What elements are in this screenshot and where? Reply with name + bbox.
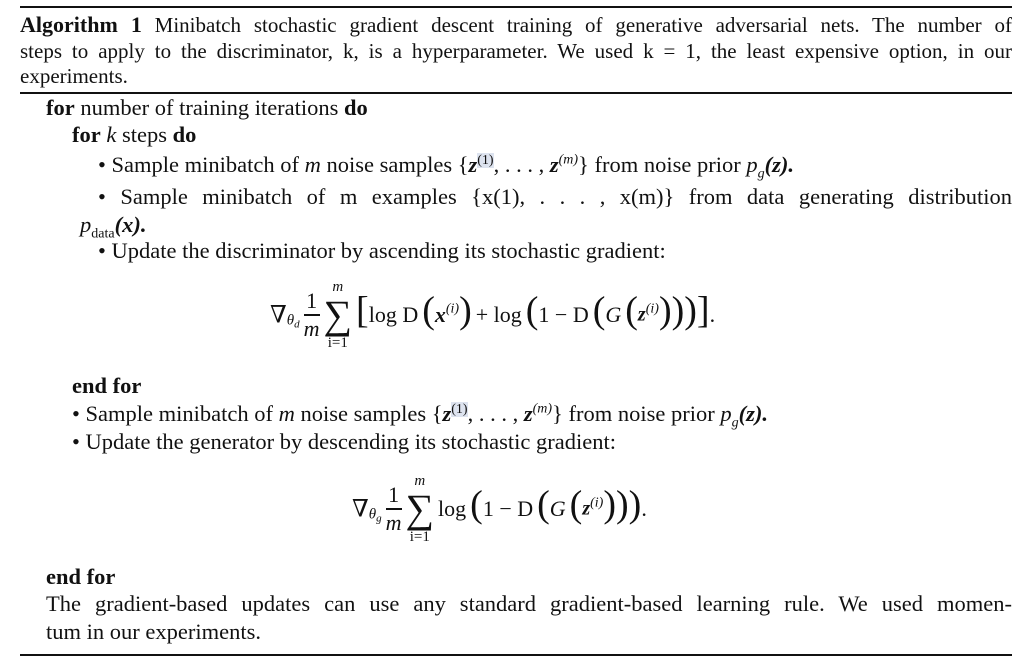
caption-text-2: steps to apply to the discriminator, k, is a hyperparameter. We used k = 1, the least expensive option, in our xyxy=(20,39,1012,63)
step-sample-examples: • Sample minibatch of m examples {x(1), . . . , x(m)} from data generating distribution xyxy=(98,184,1012,209)
k-variable: k xyxy=(106,122,117,147)
step-sample-noise-outer: • Sample minibatch of m noise samples {$z^{(1)}$, . . . , $z^{(m)}$} from noise prior $p_g(z)$. xyxy=(72,401,768,431)
caption-line-1 xyxy=(20,12,1012,38)
step-sample-examples-cont: $p_{data}(x)$. xyxy=(80,212,147,242)
for-keyword: for xyxy=(46,95,75,120)
do-keyword: do xyxy=(344,95,368,120)
for-inner-text: steps xyxy=(121,122,167,147)
caption-line-3 xyxy=(20,62,128,90)
step-sample-noise-inner: • Sample minibatch of m noise samples {$z^{(1)}$, . . . , $z^{(m)}$} from noise prior $p_g(z)$. xyxy=(98,152,794,182)
do-keyword: do xyxy=(172,122,197,147)
discriminator-gradient-equation: $\nabla\theta_d$ $\frac{1}{m}$ m ∑ i=1 [log D $(x^{(i)}) + \log (1 - D$ (G $(z^{(i)})$))]. xyxy=(270,279,716,351)
for-keyword: for xyxy=(72,122,101,147)
top-rule xyxy=(20,6,1012,8)
end-for-outer: end for xyxy=(46,564,116,589)
fraction: $\frac{1}{m}$ xyxy=(303,288,320,341)
end-for-inner: end for xyxy=(72,373,142,398)
for-inner-line xyxy=(72,121,196,149)
generator-gradient-equation: $\nabla\theta_g$ $\frac{1}{m}$ m ∑ i=1 log (1 − D (G $(z^{(i)})$)). xyxy=(352,473,647,545)
summation: m ∑ i=1 xyxy=(323,279,353,351)
for-outer-text: number of training iterations xyxy=(80,95,339,120)
for-outer-line xyxy=(46,94,368,122)
caption-line-2 xyxy=(20,38,1012,64)
step-update-generator: • Update the generator by descending its stochastic gradient: xyxy=(72,429,616,454)
footer-line-2: tum in our experiments. xyxy=(46,619,261,644)
caption-text-1: Minibatch stochastic gradient descent training of generative adversarial nets. The number of xyxy=(154,13,1012,37)
caption-text-3: experiments. xyxy=(20,64,128,88)
step-update-discriminator: • Update the discriminator by ascending its stochastic gradient: xyxy=(98,238,666,263)
fraction: $\frac{1}{m}$ xyxy=(385,482,402,535)
algorithm-label: Algorithm 1 xyxy=(20,12,142,37)
summation: m ∑ i=1 xyxy=(405,473,435,545)
bottom-rule xyxy=(20,654,1012,656)
footer-line-1: The gradient-based updates can use any standard gradient-based learning rule. We used momen- xyxy=(46,591,1012,616)
